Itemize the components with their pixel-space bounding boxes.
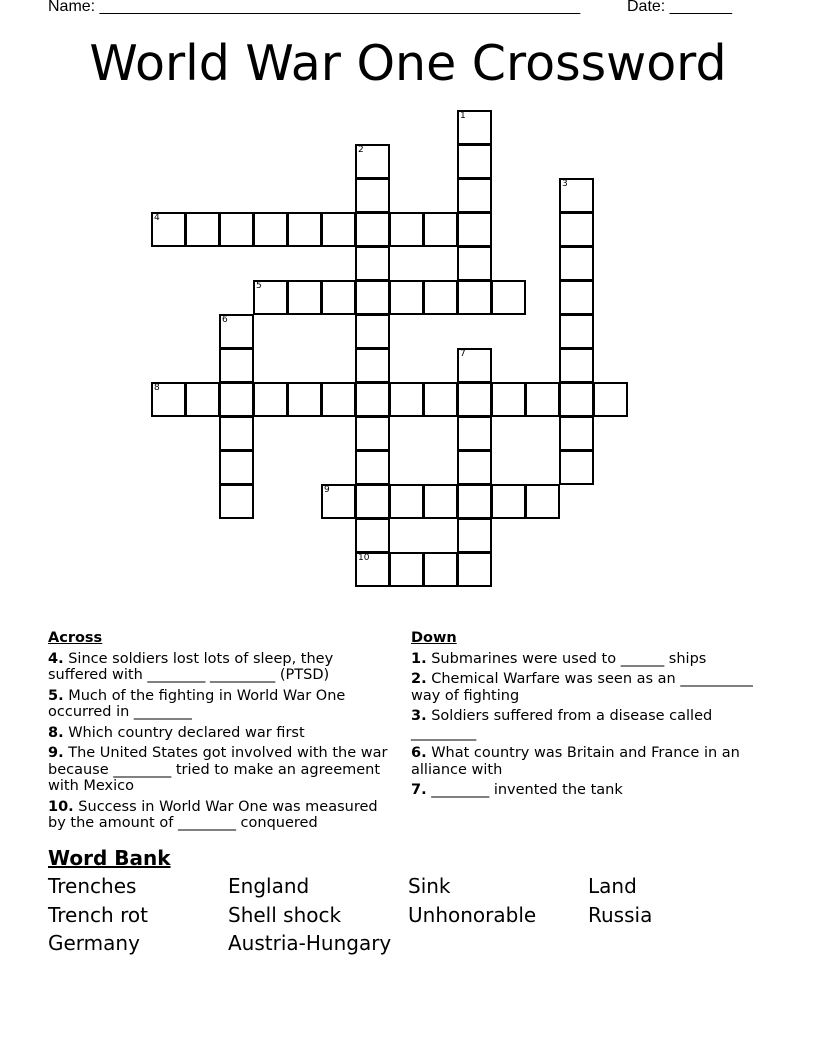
clue-down-2 — [411, 671, 761, 704]
grid-cell[interactable] — [389, 212, 424, 247]
grid-cell[interactable] — [355, 144, 390, 179]
grid-cell[interactable] — [287, 382, 322, 417]
clue-across-8 — [48, 725, 388, 742]
cell-number: 8 — [154, 383, 160, 393]
grid-cell[interactable] — [457, 280, 492, 315]
word-bank-item: Germany — [48, 931, 140, 955]
grid-cell[interactable] — [389, 552, 424, 587]
cell-number: 5 — [256, 281, 262, 291]
clue-number: 10. — [48, 798, 74, 815]
grid-cell[interactable] — [559, 382, 594, 417]
grid-cell[interactable] — [355, 484, 390, 519]
grid-cell[interactable] — [457, 416, 492, 451]
grid-cell[interactable] — [457, 110, 492, 145]
grid-cell[interactable] — [287, 280, 322, 315]
clue-down-6 — [411, 745, 761, 778]
grid-cell[interactable] — [355, 518, 390, 553]
grid-cell[interactable] — [321, 382, 356, 417]
grid-cell[interactable] — [185, 212, 220, 247]
grid-cell[interactable] — [559, 280, 594, 315]
clue-down-7 — [411, 782, 761, 799]
word-bank-item: Trench rot — [48, 903, 148, 927]
clue-number: 7. — [411, 782, 427, 798]
grid-cell[interactable] — [457, 212, 492, 247]
grid-cell[interactable] — [253, 382, 288, 417]
grid-cell[interactable] — [423, 484, 458, 519]
grid-cell[interactable] — [457, 450, 492, 485]
cell-number: 4 — [154, 213, 160, 223]
grid-cell[interactable] — [457, 552, 492, 587]
cell-number: 10 — [358, 553, 370, 563]
grid-cell[interactable] — [321, 484, 356, 519]
grid-cell[interactable] — [491, 382, 526, 417]
grid-cell[interactable] — [355, 382, 390, 417]
grid-cell[interactable] — [423, 280, 458, 315]
name-date-line — [48, 0, 748, 18]
clue-across-5 — [48, 688, 388, 721]
word-bank-item: Land — [588, 874, 637, 898]
clue-down-3 — [411, 708, 761, 741]
clue-text: ________ invented the tank — [431, 782, 623, 798]
across-heading: Across — [48, 630, 103, 646]
cell-number: 1 — [460, 111, 466, 121]
page-title: World War One Crossword — [89, 35, 727, 92]
clue-text: The United States got involved with the war because ________ tried to make an agreement with Mexico — [48, 745, 388, 794]
word-bank-item: Austria-Hungary — [228, 931, 392, 955]
word-bank-item: England — [228, 874, 310, 898]
grid-cell[interactable] — [457, 518, 492, 553]
clue-across-10 — [48, 799, 388, 832]
grid-cell[interactable] — [559, 416, 594, 451]
cell-number: 3 — [562, 179, 568, 189]
grid-cell[interactable] — [423, 552, 458, 587]
grid-cell[interactable] — [457, 246, 492, 281]
grid-cell[interactable] — [219, 484, 254, 519]
grid-cell[interactable] — [219, 348, 254, 383]
clue-number: 2. — [411, 671, 427, 687]
word-bank-item: Shell shock — [228, 903, 342, 927]
grid-cell[interactable] — [355, 450, 390, 485]
clue-number: 3. — [411, 708, 427, 724]
grid-cell[interactable] — [525, 382, 560, 417]
grid-cell[interactable] — [389, 382, 424, 417]
word-bank-item: Unhonorable — [408, 903, 537, 927]
clue-down-1 — [411, 651, 761, 668]
word-bank-item: Sink — [408, 874, 451, 898]
grid-cell[interactable] — [457, 484, 492, 519]
date-field[interactable]: Date: _______ — [627, 0, 732, 15]
grid-cell[interactable] — [219, 212, 254, 247]
grid-cell[interactable] — [457, 348, 492, 383]
clue-number: 4. — [48, 650, 64, 667]
grid-cell[interactable] — [355, 348, 390, 383]
cell-number: 9 — [324, 485, 330, 495]
clue-across-4 — [48, 651, 388, 684]
grid-cell[interactable] — [253, 212, 288, 247]
grid-cell[interactable] — [559, 450, 594, 485]
grid-cell[interactable] — [355, 212, 390, 247]
word-bank-heading: Word Bank — [48, 846, 171, 870]
grid-cell[interactable] — [457, 382, 492, 417]
cell-number: 7 — [460, 349, 466, 359]
word-bank-item: Russia — [588, 903, 653, 927]
clue-text: What country was Britain and France in an alliance with — [411, 745, 740, 778]
clue-text: Chemical Warfare was seen as an __________ way of fighting — [411, 671, 753, 704]
grid-cell[interactable] — [389, 484, 424, 519]
grid-cell[interactable] — [321, 212, 356, 247]
grid-cell[interactable] — [559, 212, 594, 247]
clue-text: Soldiers suffered from a disease called _________ — [411, 708, 713, 741]
grid-cell[interactable] — [355, 280, 390, 315]
grid-cell[interactable] — [525, 484, 560, 519]
grid-cell[interactable] — [219, 314, 254, 349]
across-clues — [48, 630, 388, 836]
grid-cell[interactable] — [219, 450, 254, 485]
grid-cell[interactable] — [559, 348, 594, 383]
grid-cell[interactable] — [219, 416, 254, 451]
grid-cell[interactable] — [491, 484, 526, 519]
clue-text: Much of the fighting in World War One occurred in ________ — [48, 687, 346, 720]
grid-cell[interactable] — [423, 382, 458, 417]
grid-cell[interactable] — [219, 382, 254, 417]
grid-cell[interactable] — [151, 382, 186, 417]
grid-cell[interactable] — [559, 246, 594, 281]
cell-number: 6 — [222, 315, 228, 325]
clue-number: 1. — [411, 650, 427, 667]
grid-cell[interactable] — [457, 178, 492, 213]
clue-number: 6. — [411, 745, 427, 761]
grid-cell[interactable] — [559, 178, 594, 213]
grid-cell[interactable] — [355, 552, 390, 587]
clue-number: 9. — [48, 745, 64, 761]
clue-across-9 — [48, 745, 388, 795]
clue-text: Which country declared war first — [68, 724, 305, 741]
grid-cell[interactable] — [185, 382, 220, 417]
grid-cell[interactable] — [151, 212, 186, 247]
grid-cell[interactable] — [423, 212, 458, 247]
grid-cell[interactable] — [559, 314, 594, 349]
name-field[interactable]: Name: ______________________________________________________ — [48, 0, 581, 15]
grid-cell[interactable] — [287, 212, 322, 247]
grid-cell[interactable] — [389, 280, 424, 315]
clue-number: 8. — [48, 724, 64, 741]
grid-cell[interactable] — [593, 382, 628, 417]
grid-cell[interactable] — [457, 144, 492, 179]
grid-cell[interactable] — [355, 178, 390, 213]
grid-cell[interactable] — [253, 280, 288, 315]
clue-text: Success in World War One was measured by the amount of ________ conquered — [48, 798, 378, 831]
cell-number: 2 — [358, 145, 364, 155]
grid-cell[interactable] — [321, 280, 356, 315]
clue-text: Since soldiers lost lots of sleep, they suffered with ________ _________ (PTSD) — [48, 650, 334, 683]
clue-text: Submarines were used to ______ ships — [431, 650, 707, 667]
grid-cell[interactable] — [355, 314, 390, 349]
clue-number: 5. — [48, 687, 64, 704]
down-clues — [411, 630, 761, 803]
grid-cell[interactable] — [355, 246, 390, 281]
word-bank-item: Trenches — [48, 874, 137, 898]
grid-cell[interactable] — [491, 280, 526, 315]
grid-cell[interactable] — [355, 416, 390, 451]
down-heading: Down — [411, 630, 457, 646]
